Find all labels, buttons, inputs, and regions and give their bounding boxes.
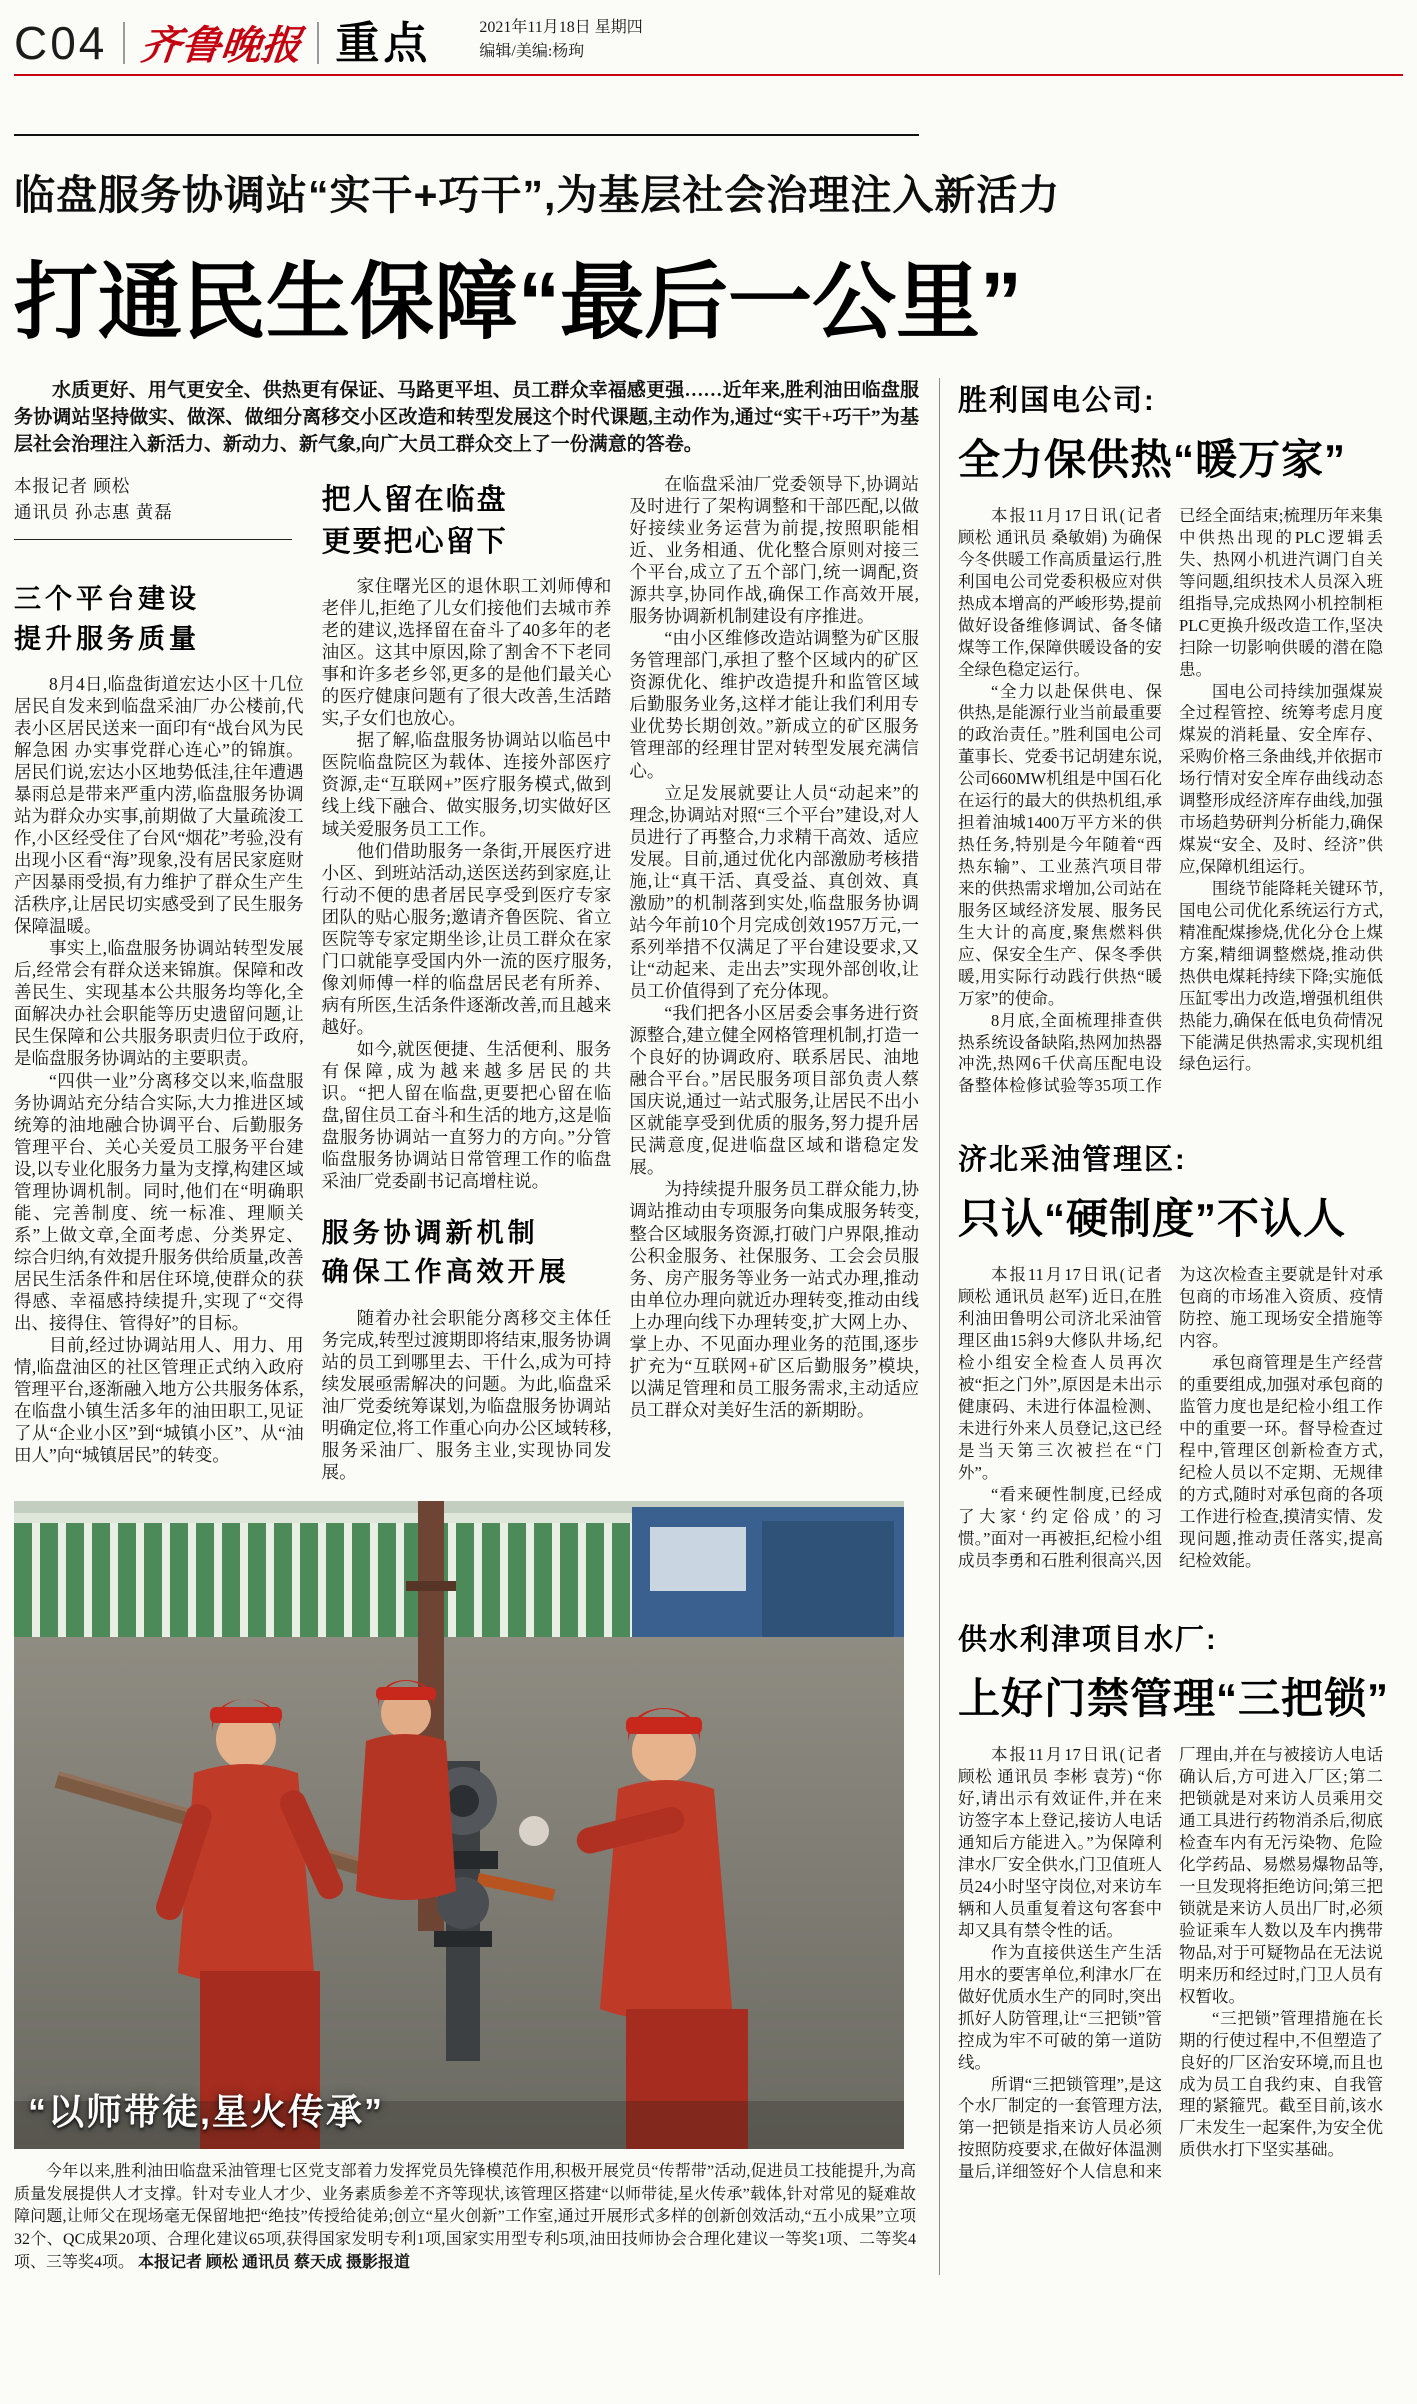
article-paragraph: “我们把各小区居委会事务进行资源整合,建立健全网格管理机制,打造一个良好的协调政府、联系居民、油地融合平台。”居民服务项目部负责人蔡国庆说,通过一站式服务,让居民不出小区就能享受到优质的服务,努力提升居民满意度,促进临盘区域和谐稳定发展。 <box>629 1003 920 1178</box>
header-divider <box>123 22 125 64</box>
subhead-platforms: 三个平台建设 提升服务质量 <box>14 584 200 654</box>
kicker-headline: 临盘服务协调站“实干+巧干”,为基层社会治理注入新活力 <box>14 172 1061 218</box>
sidebar-article-body <box>958 1744 1383 2183</box>
photo-story-text: 今年以来,胜利油田临盘采油管理七区党支部着力发挥党员先锋模范作用,积极开展党员“传帮带”活动,促进员工技能提升,为高质量发展提供人才支撑。针对专业人才少、业务素质参差不齐等现状,该管理区搭建“以师带徒,星火传承”载体,针对常见的疑难故障问题,让师父在现场毫无保留地把“绝技”传授给徒弟;创立“星火创新”工作室,通过开展形式多样的创新创效活动,“五小成果”立项32个、QC成果20项、合理化建议65项,获得国家发明专利1项,国家实用型专利5项,油田技师协会合理化建议一等奖1项、二等奖4项、三等奖4项。 <box>14 2162 916 2271</box>
sidebar-paragraph: “三把锁”管理措施在长期的行使过程中,不但塑造了良好的厂区治安环境,而且也成为员工自我约束、自我管理的紧箍咒。截至目前,该水厂未发生一起案件,为安全优质供水打下坚实基础。 <box>1179 2008 1383 2160</box>
article-paragraph: 家住曙光区的退休职工刘师傅和老伴儿,拒绝了儿女们接他们去城市养老的建议,选择留在奋斗了40多年的老油区。这其中原因,除了割舍不下老同事和许多老乡邻,更多的是他们最关心的医疗健康问题有了很大改善,生活踏实,子女们也放心。 <box>321 576 612 729</box>
intro-paragraph: 水质更好、用气更安全、供热更有保证、马路更平坦、员工群众幸福感更强……近年来,胜利油田临盘服务协调站坚持做实、做深、做细分离移交小区改造和转型发展这个时代课题,主动作为,通过“实干+巧干”为基层社会治理注入新活力、新动力、新气象,向广大员工群众交上了一份满意的答卷。 <box>14 380 919 455</box>
sidebar-paragraph: 作为直接供送生产生活用水的要害单位,利津水厂在做好优质水生产的同时,突出抓好人防管理,让“三把锁”管控成为牢不可破的第一道防线。 <box>958 1942 1162 2072</box>
byline <box>14 473 304 526</box>
article-column-1 <box>14 473 304 1483</box>
article-paragraph: 为持续提升服务员工群众能力,协调站推动由专项服务向集成服务转变,整合区域服务资源,打破门户界限,推动公积金服务、社保服务、工会会员服务、房产服务等业务一站式办理,推动由单位办理向就近办理转变,推动由线上办理向线下办理转变,扩大网上办、掌上办、不见面办理业务的范围,逐步扩充为“互联网+矿区后勤服务”模块,以满足管理和员工服务需求,主动适应员工群众对美好生活的新期盼。 <box>629 1179 920 1420</box>
header-divider <box>317 22 319 64</box>
article-paragraph: 8月4日,临盘街道宏达小区十几位居民自发来到临盘采油厂办公楼前,代表小区居民送来一面印有“战台风为民解急困 办实事党群心连心”的锦旗。居民们说,宏达小区地势低洼,往年遭遇暴雨总是带来严重内涝,临盘服务协调站为群众办实事,前期做了大量疏浚工作,小区经受住了台风“烟花”考验,没有出现小区看“海”现象,没有居民家庭财产因暴雨受损,有力维护了群众生产生活秩序,让居民切实感受到了民生服务保障温暖。 <box>14 673 304 937</box>
article-column-2 <box>322 473 612 1483</box>
date-line: 2021年11月18日 星期四 <box>479 19 643 36</box>
sidebar-article-lijin <box>958 1617 1390 2183</box>
subhead-new-mechanism: 服务协调新机制 确保工作高效开展 <box>321 1218 570 1288</box>
sidebar-paragraph: “全力以赴保供电、保供热,是能源行业当前最重要的政治责任。”胜利国电公司董事长、党委书记胡建东说,公司660MW机组是中国石化在运行的最大的供热机组,承担着油城1400万平方米的供热任务,特别是今年随着“西热东输”、工业蒸汽项目带来的供热需求增加,公司站在服务区域经济发展、服务民生大计的高度,聚焦燃料供应、保安全生产、保冬季供暖,用实际行动践行供热“暖万家”的使命。 <box>958 681 1162 1008</box>
article-paragraph: 目前,经过协调站用人、用力、用情,临盘油区的社区管理正式纳入政府管理平台,逐渐融入地方公共服务体系,在临盘小镇生活多年的油田职工,见证了从“企业小区”到“城镇小区”、从“油田人”向“城镇居民”的转变。 <box>14 1335 304 1466</box>
article-paragraph: “由小区维修改造站调整为矿区服务管理部门,承担了整个区域内的矿区资源优化、维护改造提升和监管区域后勤服务业务,这样才能让我们利用专业优势长期创效。”新成立的矿区服务管理部的经理甘罡对转型发展充满信心。 <box>629 628 920 781</box>
sidebar-paragraph: 8月底,全面梳理排查供热系统设备缺陷,热网加热器冲洗,热网6千伏高压配电设备整体检修试验等35项工作已经全面结束;梳理历年来集中供热出现的PLC逻辑丢失、热网小机进汽调门自关等问题,组织技术人员深入班组指导,完成热网小机控制柜PLC更换升级改造工作,坚决扫除一切影响供暖的潜在隐患。 <box>958 506 1383 1096</box>
date-editor-block <box>479 16 642 64</box>
sidebar-article-guodian <box>958 378 1383 1097</box>
article-paragraph: 立足发展就要让人员“动起来”的理念,协调站对照“三个平台”建设,对人员进行了再整合,力求精干高效、适应发展。目前,通过优化内部激励考核措施,让“真干活、真受益、真创效、真激励”的机制落到实处,临盘服务协调站今年前10个月完成创效1957万元,一系列举措不仅满足了平台建设要求,又让“动起来、走出去”实现外部创收,让员工价值得到了充分体现。 <box>629 782 920 1001</box>
sidebar-paragraph: 本报11月17日讯(记者 顾松 通讯员 桑敏娟) 为确保今冬供暖工作高质量运行,胜利国电公司党委积极应对供热成本增高的严峻形势,提前做好设备维修调试、备冬储煤等工作,保障供暖设备的安全绿色稳定运行。 <box>958 506 1162 679</box>
sidebar-article-jibei <box>958 1137 1383 1571</box>
sidebar-kicker: 济北采油管理区: <box>958 1144 1187 1177</box>
article-column-3 <box>629 473 919 1483</box>
article-paragraph: 随着办社会职能分离移交主体任务完成,转型过渡期即将结束,服务协调站的员工到哪里去、干什么,成为可持续发展亟需解决的问题。为此,临盘采油厂党委统筹谋划,为临盘服务协调站明确定位,将工作重心向办公区域转移,服务采油厂、服务主业,实现协同发展。 <box>321 1307 612 1482</box>
sidebar-paragraph: 本报11月17日讯(记者 顾松 通讯员 赵军) 近日,在胜利油田鲁明公司济北采油管理区曲15斜9大修队井场,纪检小组安全检查人员再次被“拒之门外”,原因是未出示健康码、未进行体温检测、未进行外来人员登记,这已经是当天第三次被拦在“门外”。 <box>958 1265 1162 1482</box>
header-rule <box>14 74 1403 76</box>
headline-top-rule <box>14 134 919 136</box>
editor-line: 编辑/美编:杨珣 <box>479 43 585 60</box>
article-paragraph: 在临盘采油厂党委领导下,协调站及时进行了架构调整和干部匹配,以做好接续业务运营为前提,按照职能相近、业务相通、优化整合原则对接三个平台,成立了五个部门,统一调配,资源共享,协同作战,确保工作高效开展,服务协调新机制建设有序推进。 <box>629 473 920 627</box>
section-label: 重点 <box>335 19 432 68</box>
article-paragraph: “四供一业”分离移交以来,临盘服务协调站充分结合实际,大力推进区域统筹的油地融合协调平台、后勤服务管理平台、关心关爱员工服务平台建设,以专业化服务力量为支撑,构建区域管理协调机制。同时,他们在“明确职能、完善制度、统一标准、理顺关系”上做文章,全面考虑、分类界定、综合归纳,有效提升服务供给质量,改善居民生活条件和居住环境,使群众的获得感、幸福感持续提升,实现了“交得出、接得住、管得好”的目标。 <box>14 1070 304 1334</box>
photo-illustration <box>14 1501 904 2149</box>
sidebar-headline: 只认“硬制度”不认人 <box>958 1195 1347 1243</box>
photo-caption: “以师带徒,星火传承” <box>28 2090 385 2132</box>
subhead-keep-people: 把人留在临盘 更要把心留下 <box>321 483 508 558</box>
page-code: C04 <box>14 17 108 69</box>
main-headline: 打通民生保障“最后一公里” <box>14 255 1023 349</box>
sidebar-paragraph: 国电公司持续加强煤炭全过程管控、统筹考虑月度煤炭的消耗量、安全库存、采购价格三条曲线,并依据市场行情对安全库存曲线动态调整形成经济库存曲线,加强市场趋势研判分析能力,确保煤炭“安全、及时、经济”供应,保障机组运行。 <box>1179 681 1383 876</box>
reporter-line: 本报记者 顾松 <box>14 475 131 496</box>
sidebar-kicker: 供水利津项目水厂: <box>958 1624 1218 1657</box>
photo-story <box>14 2161 916 2275</box>
sidebar-article-body <box>958 505 1383 1097</box>
correspondent-line: 通讯员 孙志惠 黄磊 <box>14 502 173 523</box>
page-header <box>14 14 1403 69</box>
sidebar-article-body <box>958 1264 1383 1571</box>
sidebar-paragraph: 承包商管理是生产经营的重要组成,加强对承包商的监管力度也是纪检小组工作中的重要一环。督导检查过程中,管理区创新检查方式,纪检人员以不定期、无规律的方式,随时对承包商的各项工作进行检查,摸清实情、发现问题,推动责任落实,提高纪检效能。 <box>1179 1353 1383 1570</box>
article-paragraph: 他们借助服务一条街,开展医疗进小区、到班站活动,送医送药到家庭,让行动不便的患者居民享受到医疗专家团队的贴心服务;邀请齐鲁医院、省立医院等专家定期坐诊,让员工群众在家门口就能享受国内外一流的医疗服务,像刘师傅一样的临盘居民老有所养、病有所医,生活条件逐渐改善,而且越来越好。 <box>321 840 612 1037</box>
sidebar-kicker: 胜利国电公司: <box>958 385 1156 417</box>
sidebar-paragraph: 围绕节能降耗关键环节,国电公司优化系统运行方式,精准配煤掺烧,优化分仓上煤方案,精细调整燃烧,推动供热供电煤耗持续下降;实施低压缸零出力改造,增强机组供热能力,确保在低电负荷情况下能满足供热需求,实现机组绿色运行。 <box>1179 878 1383 1074</box>
article-paragraph: 事实上,临盘服务协调站转型发展后,经常会有群众送来锦旗。保障和改善民生、实现基本公共服务均等化,全面解决办社会职能等历史遗留问题,让民生保障和公共服务职责归位于政府,是临盘服务协调站的主要职责。 <box>14 938 304 1069</box>
sidebar <box>939 378 1390 2275</box>
article-paragraph: 如今,就医便捷、生活便利、服务有保障,成为越来越多居民的共识。“把人留在临盘,更要把心留在临盘,留住员工奋斗和生活的地方,这是临盘服务协调站一直努力的方向。”分管临盘服务协调站日常管理工作的临盘采油厂党委副书记高增柱说。 <box>321 1038 612 1192</box>
main-article <box>14 378 919 2275</box>
sidebar-paragraph: 本报11月17日讯(记者 顾松 通讯员 李彬 袁芳) “你好,请出示有效证件,并在来访签字本上登记,接访人电话通知后方能进入。”为保障利津水厂安全供水,门卫值班人员24小时坚守岗位,对来访车辆和人员重复着这句客套中却又具有禁令性的话。 <box>958 1745 1162 1940</box>
sidebar-headline: 上好门禁管理“三把锁” <box>958 1675 1390 1723</box>
photo-credit: 本报记者 顾松 通讯员 蔡天成 摄影报道 <box>138 2253 411 2271</box>
news-photo <box>14 1501 904 2149</box>
article-paragraph: 据了解,临盘服务协调站以临邑中医院临盘院区为载体、连接外部医疗资源,走“互联网+”医疗服务模式,做到线上线下融合、做实服务,切实做好区域关爱服务员工工作。 <box>321 730 612 839</box>
masthead-logo: 齐鲁晚报 <box>138 22 304 69</box>
sidebar-paragraph: “看来硬性制度,已经成了大家‘约定俗成’的习惯。”面对一再被拒,纪检小组成员李勇和石胜利很高兴,因为这次检查主要就是针对承包商的市场准入资质、疫情防控、施工现场安全措施等内容。 <box>958 1265 1383 1570</box>
byline-rule <box>14 539 292 540</box>
sidebar-headline: 全力保供热“暖万家” <box>958 436 1347 483</box>
sidebar-paragraph: 所谓“三把锁管理”,是这个水厂制定的一套管理方法,第一把锁是指来访人员必须按照防疫要求,在做好体温测量后,详细签好个人信息和来厂理由,并在与被接访人电话确认后,方可进入厂区;第二把锁就是对来访人员乘用交通工具进行药物消杀后,彻底检查车内有无污染物、危险化学药品、易燃易爆物品等,一旦发现将拒绝访问;第三把锁就是来访人员出厂时,必须验证乘车人数以及车内携带物品,对于可疑物品在无法说明来历和经过时,门卫人员有权暂收。 <box>958 1745 1383 2182</box>
